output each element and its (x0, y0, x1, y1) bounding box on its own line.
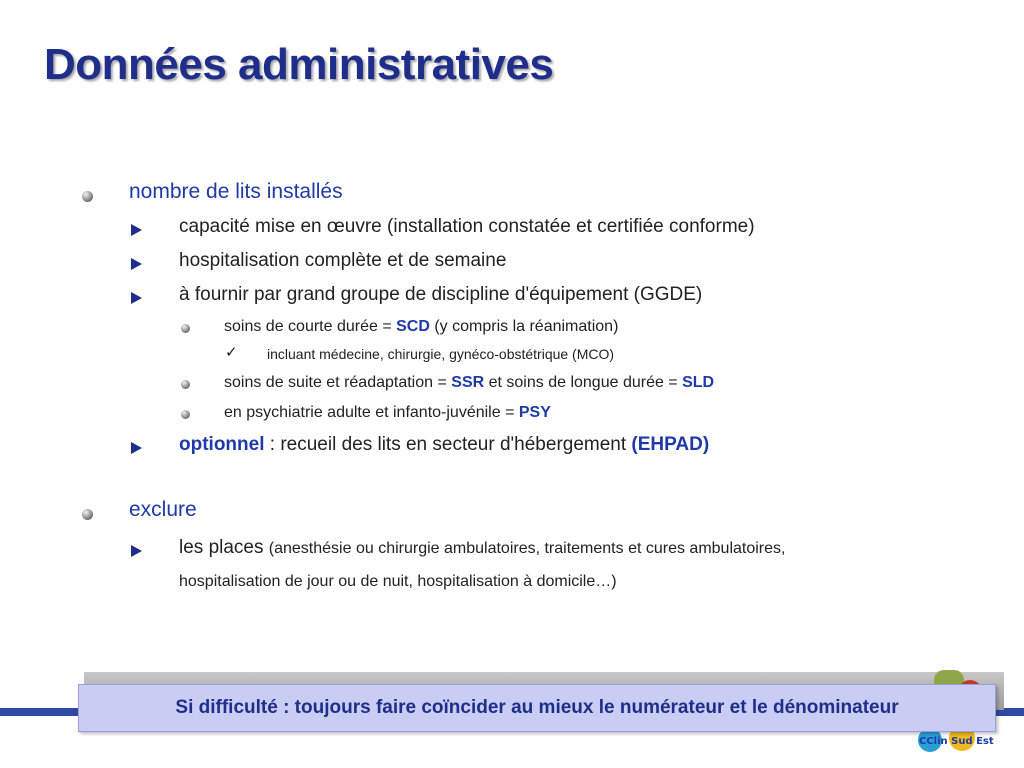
list-item: hospitalisation complète et de semaine (179, 250, 507, 271)
bullet-icon (82, 191, 93, 202)
item-text: et soins de longue durée = (484, 374, 683, 391)
triangle-bullet-icon (131, 442, 142, 454)
item-text: (y compris la réanimation) (429, 318, 619, 335)
list-item (179, 537, 785, 559)
bullet-icon (181, 380, 190, 389)
item-detail-continued: hospitalisation de jour ou de nuit, hospitalisation à domicile…) (179, 573, 617, 590)
section-heading-lits: nombre de lits installés (129, 180, 343, 203)
logo-label: CClin Sud Est (919, 736, 994, 747)
item-text: en psychiatrie adulte et infanto-juvénile = (224, 404, 519, 421)
bullet-icon (181, 324, 190, 333)
item-text: soins de suite et réadaptation = (224, 374, 452, 391)
section-heading-exclure: exclure (129, 498, 197, 521)
triangle-bullet-icon (131, 258, 142, 270)
item-detail: (anesthésie ou chirurgie ambulatoires, traitements et cures ambulatoires, (268, 540, 786, 557)
list-item (224, 318, 618, 336)
list-item: à fournir par grand groupe de discipline d'équipement (GGDE) (179, 284, 703, 305)
item-text: les places (179, 537, 269, 558)
keyword-ehpad: (EHPAD) (631, 434, 710, 455)
keyword-sld: SLD (682, 374, 715, 391)
item-text: soins de courte durée = (224, 318, 397, 335)
triangle-bullet-icon (131, 292, 142, 304)
item-text: : recueil des lits en secteur d'hébergement (264, 434, 632, 455)
page-title: Données administratives (44, 40, 554, 89)
callout-box: Si difficulté : toujours faire coïncider au mieux le numérateur et le dénominateur (78, 684, 996, 732)
keyword-psy: PSY (518, 404, 551, 421)
list-item: capacité mise en œuvre (installation constatée et certifiée conforme) (179, 216, 755, 237)
list-item (224, 374, 714, 392)
list-item (224, 404, 551, 422)
keyword-scd: SCD (396, 318, 430, 335)
list-item (179, 434, 709, 456)
triangle-bullet-icon (131, 545, 142, 557)
list-item: incluant médecine, chirurgie, gynéco-obstétrique (MCO) (267, 346, 615, 362)
keyword-optionnel: optionnel (179, 434, 265, 455)
keyword-ssr: SSR (451, 374, 485, 391)
bullet-icon (82, 509, 93, 520)
bullet-icon (181, 410, 190, 419)
triangle-bullet-icon (131, 224, 142, 236)
checkmark-icon: ✓ (225, 343, 238, 361)
